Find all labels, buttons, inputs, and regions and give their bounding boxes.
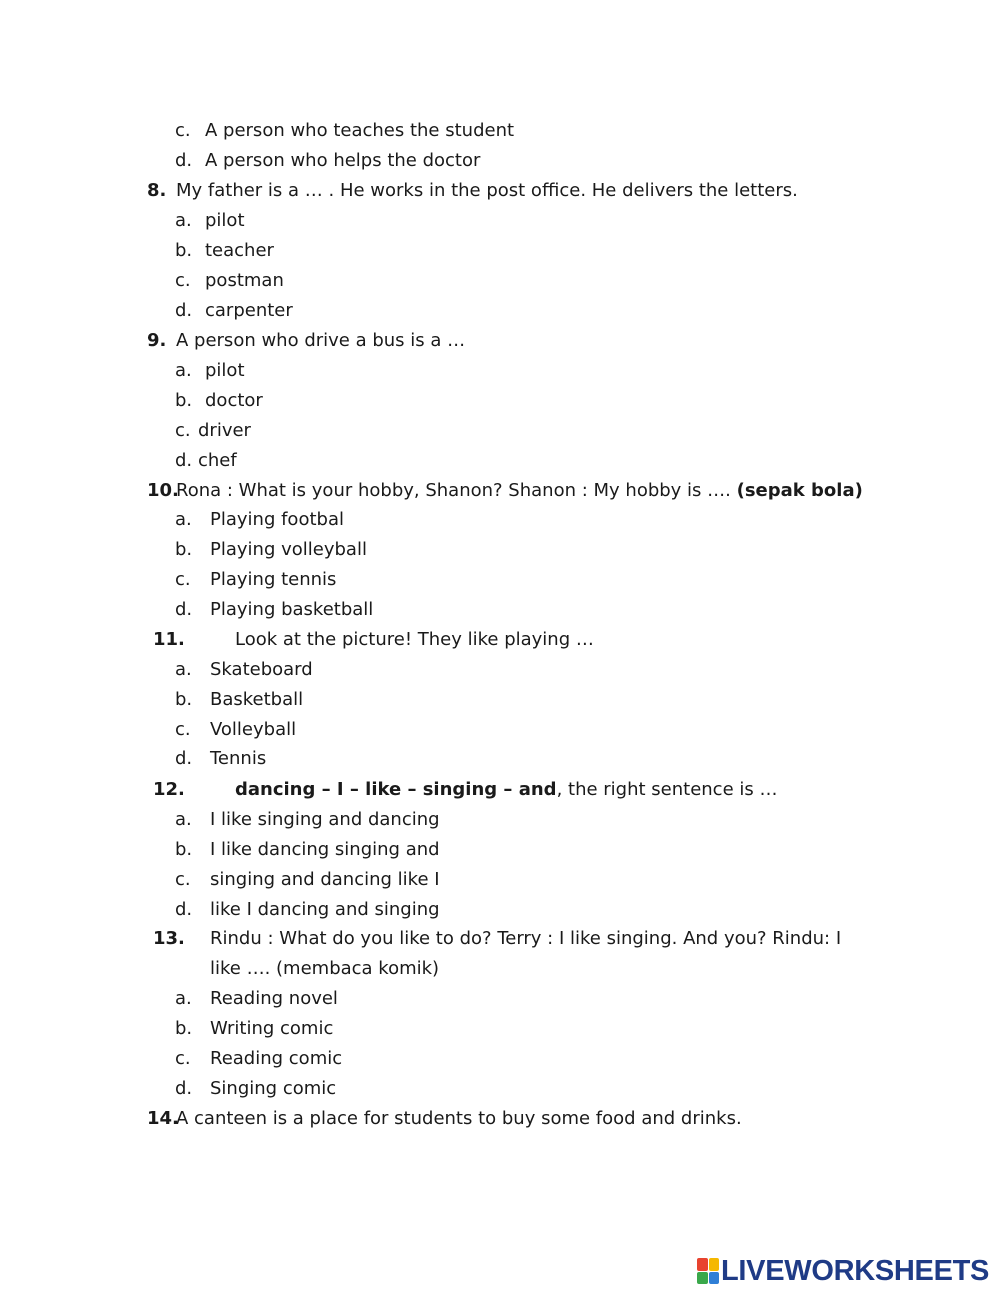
q11-option-b xyxy=(175,688,304,712)
q10-option-a xyxy=(175,508,344,532)
q10-option-b xyxy=(175,538,367,562)
question-9 xyxy=(147,329,466,353)
option-letter: d. xyxy=(175,1078,193,1099)
question-hint: (sepak bola) xyxy=(736,480,863,501)
option-letter: c. xyxy=(175,420,191,441)
question-text: Look at the picture! They like playing … xyxy=(235,629,594,650)
option-text: doctor xyxy=(205,390,263,411)
q10-option-d xyxy=(175,598,374,622)
option-text: Singing comic xyxy=(210,1078,337,1099)
option-text: A person who helps the doctor xyxy=(205,150,481,171)
question-number: 12. xyxy=(153,779,185,800)
option-text: teacher xyxy=(205,240,274,261)
option-letter: c. xyxy=(175,869,191,890)
option-text: A person who teaches the student xyxy=(205,120,515,141)
question-number: 9. xyxy=(147,330,167,351)
question-number: 10. xyxy=(147,480,179,501)
q12-option-c xyxy=(175,868,440,892)
option-letter: c. xyxy=(175,569,191,590)
option-letter: a. xyxy=(175,988,192,1009)
question-text: Rona : What is your hobby, Shanon? Shanon : My hobby is …. xyxy=(176,480,737,501)
q9-option-d xyxy=(175,449,237,473)
option-text: Basketball xyxy=(210,689,304,710)
option-text: Reading novel xyxy=(210,988,338,1009)
question-13 xyxy=(153,927,842,951)
q9-option-a xyxy=(175,359,245,383)
option-text: pilot xyxy=(205,210,245,231)
q13-option-b xyxy=(175,1017,334,1041)
option-letter: d. xyxy=(175,450,193,471)
option-letter: d. xyxy=(175,748,193,769)
liveworksheets-logo xyxy=(697,1255,989,1287)
q11-option-a xyxy=(175,658,313,682)
question-text-wrapper xyxy=(176,479,863,503)
option-text: like I dancing and singing xyxy=(210,899,440,920)
option-letter: a. xyxy=(175,509,192,530)
option-text: Reading comic xyxy=(210,1048,343,1069)
option-letter: c. xyxy=(175,120,191,141)
q11-option-c xyxy=(175,718,297,742)
question-10 xyxy=(147,479,863,503)
q13-option-d xyxy=(175,1077,337,1101)
q8-option-a xyxy=(175,209,245,233)
question-text-line1: Rindu : What do you like to do? Terry : I like singing. And you? Rindu: I xyxy=(210,928,842,949)
q10-option-c xyxy=(175,568,337,592)
q12-option-b xyxy=(175,838,440,862)
question-8 xyxy=(147,179,798,203)
q13-option-c xyxy=(175,1047,343,1071)
question-text: , the right sentence is … xyxy=(556,779,778,800)
q8-option-b xyxy=(175,239,274,263)
logo-text: LIVEWORKSHEETS xyxy=(721,1254,990,1287)
option-letter: b. xyxy=(175,839,193,860)
question-number: 13. xyxy=(153,928,185,949)
liveworksheets-logo-icon xyxy=(697,1258,719,1284)
question-text: A person who drive a bus is a … xyxy=(176,330,466,351)
option-text: Tennis xyxy=(210,748,267,769)
q12-option-a xyxy=(175,808,440,832)
option-text: Writing comic xyxy=(210,1018,334,1039)
option-text: pilot xyxy=(205,360,245,381)
option-letter: b. xyxy=(175,240,193,261)
option-text: Skateboard xyxy=(210,659,313,680)
q9-option-c xyxy=(175,419,251,443)
option-letter: c. xyxy=(175,270,191,291)
option-text: Playing footbal xyxy=(210,509,344,530)
option-text: chef xyxy=(198,450,237,471)
question-14 xyxy=(147,1107,742,1131)
q12-option-d xyxy=(175,898,440,922)
option-text: Volleyball xyxy=(210,719,297,740)
option-text: carpenter xyxy=(205,300,293,321)
q7-option-d xyxy=(175,149,481,173)
option-letter: b. xyxy=(175,539,193,560)
question-number: 11. xyxy=(153,629,185,650)
option-letter: d. xyxy=(175,150,193,171)
question-number: 14. xyxy=(147,1108,179,1129)
option-letter: c. xyxy=(175,1048,191,1069)
q13-option-a xyxy=(175,987,338,1011)
option-letter: a. xyxy=(175,659,192,680)
option-letter: a. xyxy=(175,360,192,381)
option-text: Playing basketball xyxy=(210,599,374,620)
option-letter: d. xyxy=(175,899,193,920)
option-text: I like singing and dancing xyxy=(210,809,440,830)
option-letter: a. xyxy=(175,210,192,231)
option-letter: b. xyxy=(175,390,193,411)
question-number: 8. xyxy=(147,180,167,201)
option-letter: b. xyxy=(175,689,193,710)
q7-option-c xyxy=(175,119,515,143)
question-text-wrapper xyxy=(235,778,777,802)
q9-option-b xyxy=(175,389,263,413)
option-text: driver xyxy=(198,420,251,441)
q13-text-line2 xyxy=(210,957,439,981)
option-text: postman xyxy=(205,270,284,291)
q11-option-d xyxy=(175,747,267,771)
option-text: Playing tennis xyxy=(210,569,337,590)
question-text: A canteen is a place for students to buy some food and drinks. xyxy=(176,1108,742,1129)
option-text: singing and dancing like I xyxy=(210,869,440,890)
option-letter: c. xyxy=(175,719,191,740)
question-text: My father is a … . He works in the post office. He delivers the letters. xyxy=(176,180,798,201)
option-letter: a. xyxy=(175,809,192,830)
option-letter: d. xyxy=(175,599,193,620)
option-text: Playing volleyball xyxy=(210,539,367,560)
option-text: I like dancing singing and xyxy=(210,839,440,860)
question-word-list: dancing – I – like – singing – and xyxy=(235,779,557,800)
option-letter: d. xyxy=(175,300,193,321)
question-12 xyxy=(153,778,778,802)
question-11 xyxy=(153,628,594,652)
q8-option-c xyxy=(175,269,284,293)
question-text-line2: like …. (membaca komik) xyxy=(210,958,440,979)
q8-option-d xyxy=(175,299,293,323)
option-letter: b. xyxy=(175,1018,193,1039)
